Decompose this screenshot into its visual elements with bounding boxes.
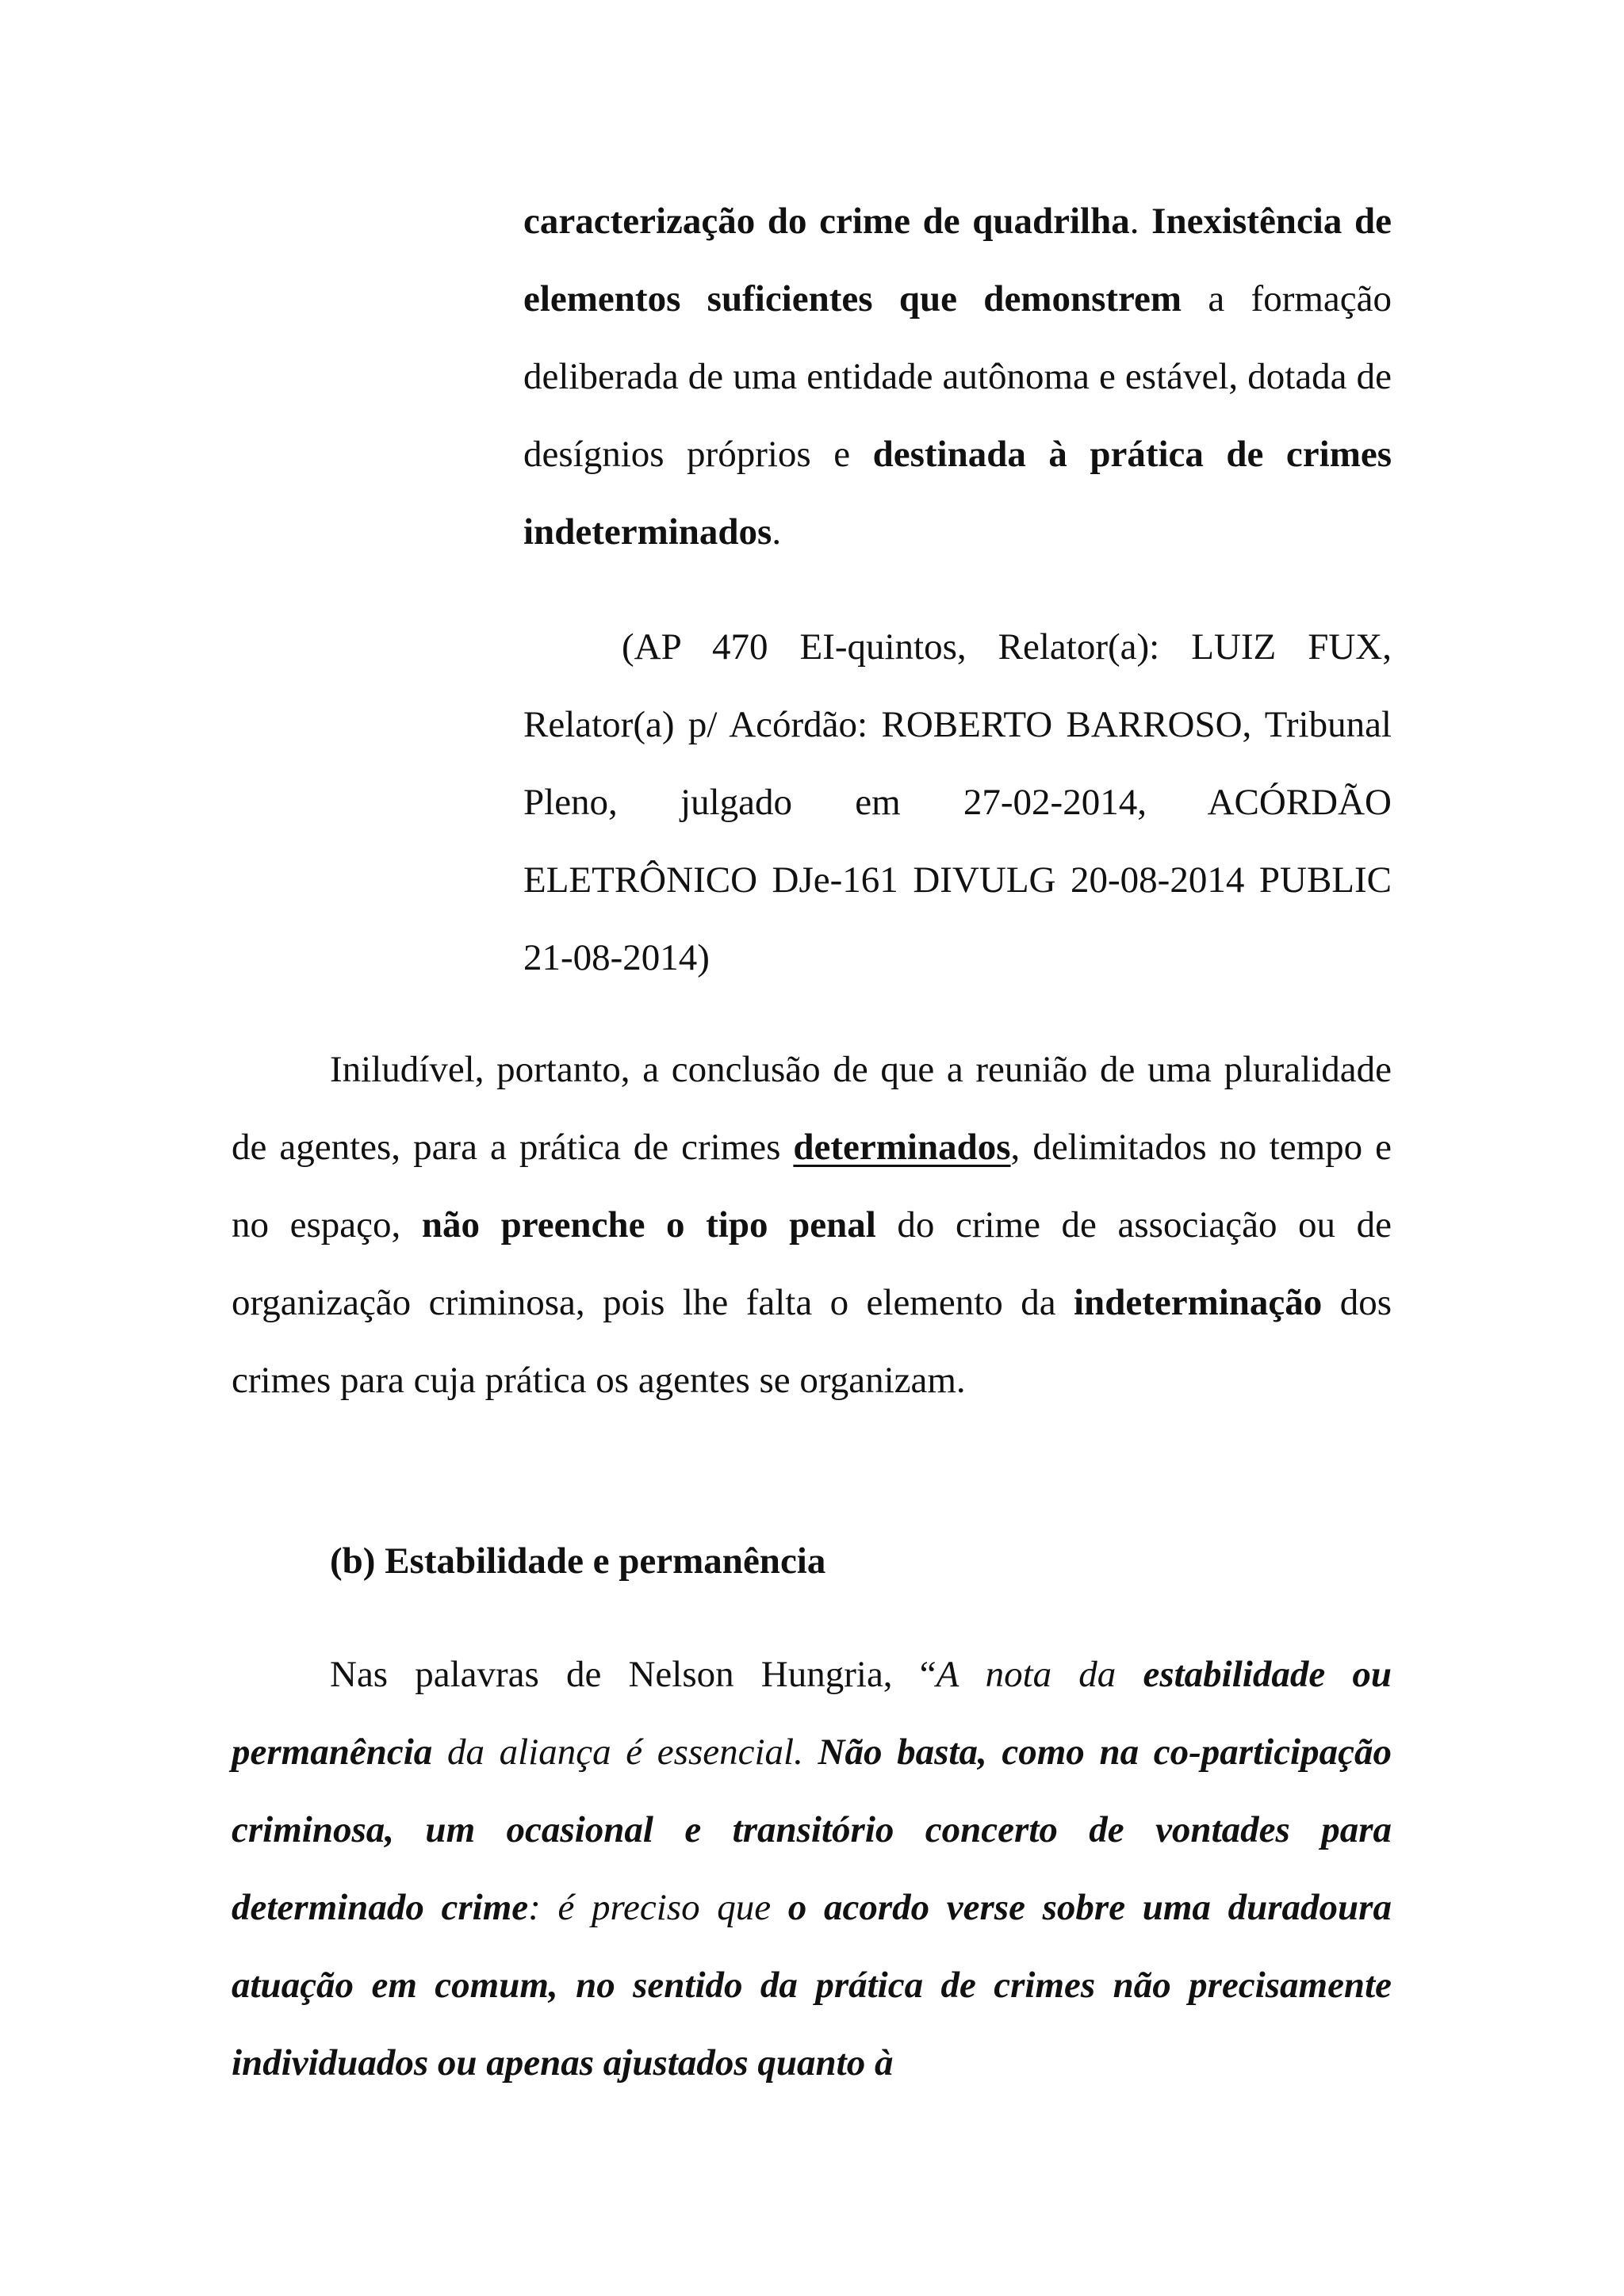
hungria-bold-italic-1: estabilidade ou permanência [232,1654,1392,1773]
section-heading: (b) Estabilidade e permanência [330,1540,826,1582]
ementa-text-2: a formação deliberada de uma entidade autônoma e estável, dotada de desígnios próprios e [523,278,1392,475]
conclusion-emphasis-tipo-penal: não preenche o tipo penal [421,1204,876,1246]
hungria-italic-1: A nota da [936,1654,1143,1695]
hungria-text-1: Nas palavras de Nelson Hungria, “ [330,1654,936,1695]
hungria-bold-italic-3: o acordo verse sobre uma duradoura atuação em comum, no sentido da prática de crimes não precisamente individuados ou apenas ajustados quanto à [232,1887,1392,2084]
hungria-italic-3: : é preciso que [528,1887,788,1928]
ementa-text-1: . [1129,201,1152,242]
case-citation: (AP 470 EI-quintos, Relator(a): LUIZ FUX, Relator(a) p/ Acórdão: ROBERTO BARROSO, Tribunal Pleno, julgado em 27-02-2014, ACÓRDÃO ELETRÔNICO DJe-161 DIVULG 20-08-2014 PUBLIC 21-08-2014) [523,626,1392,978]
conclusion-paragraph [232,1031,1392,1419]
conclusion-emphasis-determinados: determinados [793,1127,1011,1168]
conclusion-text-4: dos crimes para cuja prática os agentes se organizam. [232,1282,1392,1401]
ementa-continuation [523,182,1392,571]
hungria-italic-2: da aliança é essencial. [432,1732,818,1773]
conclusion-text-1: Iniludível, portanto, a conclusão de que a reunião de uma pluralidade de agentes, para a prática de crimes [232,1049,1392,1168]
conclusion-text-3: do crime de associação ou de organização criminosa, pois lhe falta o elemento da [232,1204,1392,1323]
hungria-bold-italic-2: Não basta, como na co-participação criminosa, um ocasional e transitório concerto de vontades para determinado crime [232,1732,1392,1928]
conclusion-emphasis-indeterminacao: indeterminação [1074,1282,1323,1323]
ementa-bold-1: caracterização do crime de quadrilha [523,201,1130,242]
ementa-text-3: . [772,511,782,553]
conclusion-text-2: , delimitados no tempo e no espaço, [232,1127,1392,1246]
ementa-bold-3: destinada à prática de crimes indeterminados [523,434,1392,553]
ementa-bold-2: Inexistência de elementos suficientes que demonstrem [523,201,1392,320]
hungria-quote-paragraph [232,1636,1392,2102]
